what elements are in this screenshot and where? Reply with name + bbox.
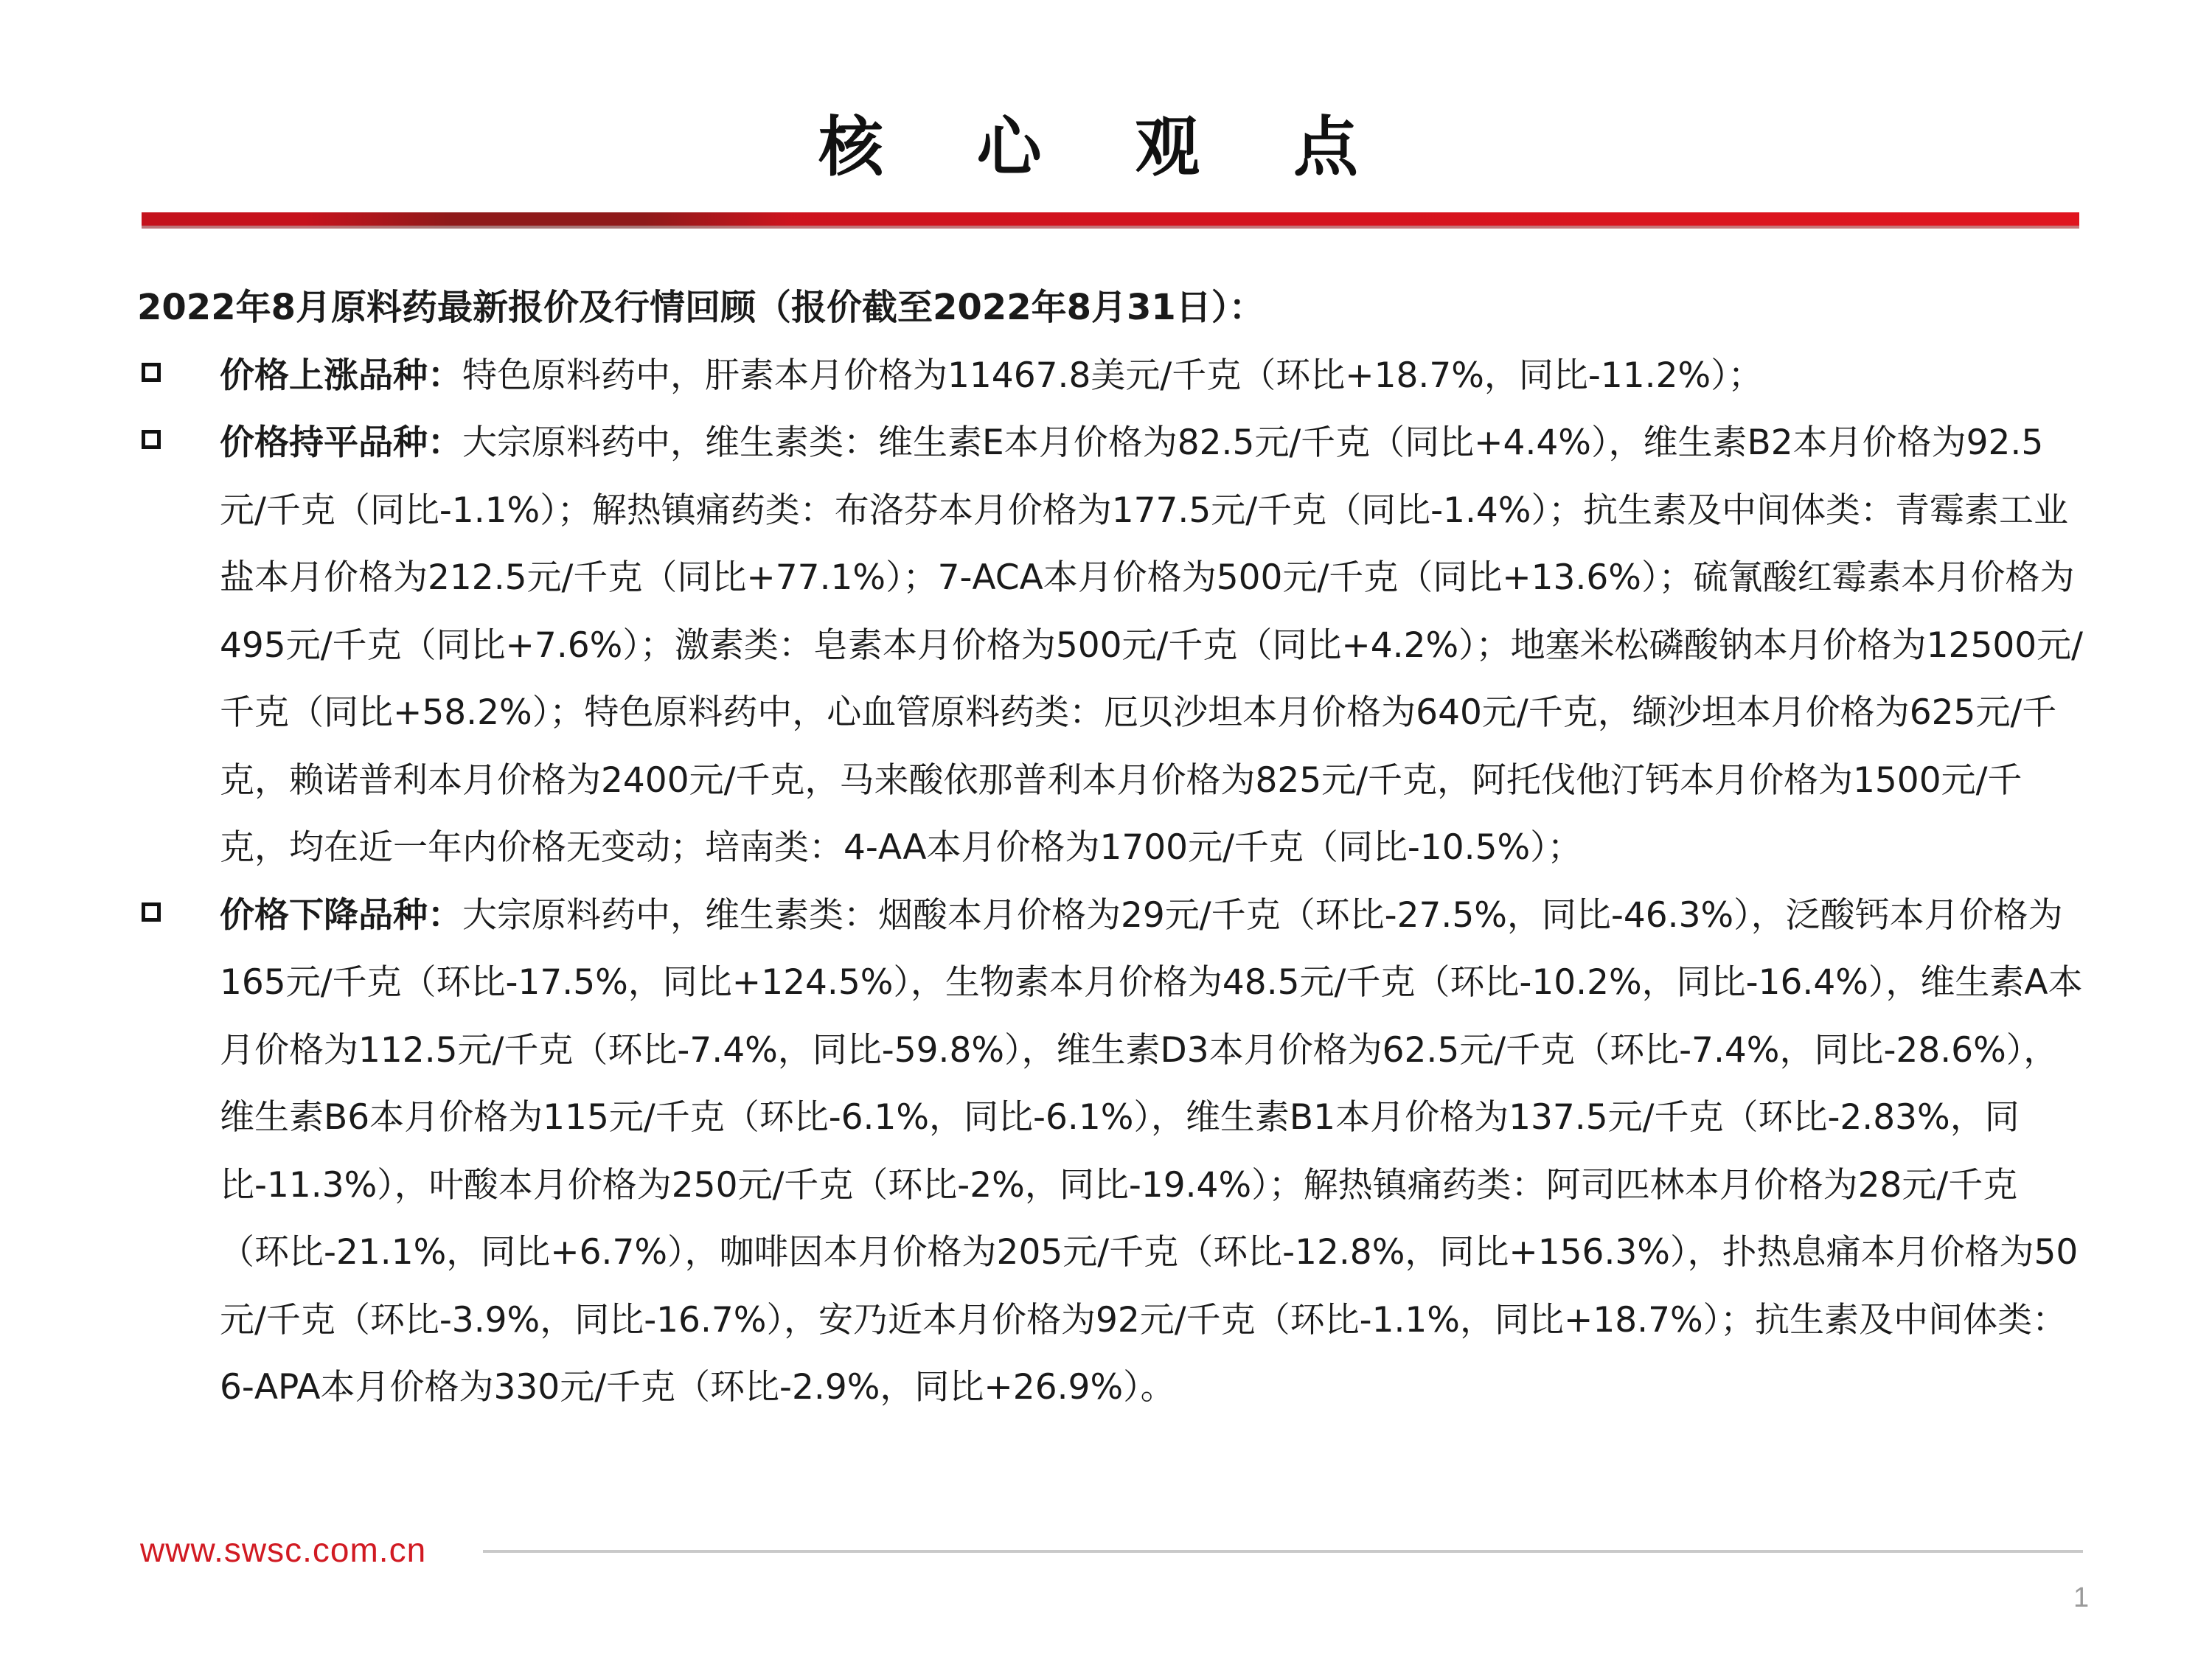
main-content	[137, 274, 2084, 1422]
item-label: 价格上涨品种：	[220, 355, 462, 396]
footer-divider	[483, 1550, 2083, 1553]
section-heading: 2022年8月原料药最新报价及行情回顾（报价截至2022年8月31日）：	[137, 287, 1265, 328]
item-text: 特色原料药中，肝素本月价格为11467.8美元/千克（环比+18.7%，同比-11.2%）；	[462, 355, 1763, 396]
list-item-price-flat	[137, 409, 2084, 882]
square-bullet-icon	[142, 902, 161, 922]
title-divider-bar	[142, 212, 2079, 229]
square-bullet-icon	[142, 363, 161, 382]
list-item-price-rise	[137, 342, 2084, 410]
page-title: 核 心 观 点	[818, 109, 1394, 185]
square-bullet-icon	[142, 430, 161, 449]
divider-shadow	[142, 226, 2079, 229]
list-item-price-fall	[137, 882, 2084, 1422]
item-text: 大宗原料药中，维生素类：维生素E本月价格为82.5元/千克（同比+4.4%），维生素B2本月价格为92.5元/千克（同比-1.1%）；解热镇痛药类：布洛芬本月价格为177.5元/千克（同比-1.4%）；抗生素及中间体类：青霉素工业盐本月价格为212.5元/千克（同比+77.1%）；7-ACA本月价格为500元/千克（同比+13.6%）；硫氰酸红霉素本月价格为495元/千克（同比+7.6%）；激素类：皂素本月价格为500元/千克（同比+4.2%）；地塞米松磷酸钠本月价格为12500元/千克（同比+58.2%）；特色原料药中，心血管原料药类：厄贝沙坦本月价格为640元/千克，缬沙坦本月价格为625元/千克，赖诺普利本月价格为2400元/千克，马来酸依那普利本月价格为825元/千克，阿托伐他汀钙本月价格为1500元/千克，均在近一年内价格无变动；培南类：4-AA本月价格为1700元/千克（同比-10.5%）；	[220, 422, 2084, 868]
item-label: 价格持平品种：	[220, 422, 462, 463]
footer-website-link[interactable]: www.swsc.com.cn	[140, 1531, 427, 1569]
page-number: 1	[2073, 1582, 2090, 1613]
item-label: 价格下降品种：	[220, 894, 462, 936]
item-text: 大宗原料药中，维生素类：烟酸本月价格为29元/千克（环比-27.5%，同比-46.3%），泛酸钙本月价格为165元/千克（环比-17.5%，同比+124.5%），生物素本月价格为48.5元/千克（环比-10.2%，同比-16.4%），维生素A本月价格为112.5元/千克（环比-7.4%，同比-59.8%），维生素D3本月价格为62.5元/千克（环比-7.4%，同比-28.6%），维生素B6本月价格为115元/千克（环比-6.1%，同比-6.1%），维生素B1本月价格为137.5元/千克（环比-2.83%，同比-11.3%），叶酸本月价格为250元/千克（环比-2%，同比-19.4%）；解热镇痛药类：阿司匹林本月价格为28元/千克（环比-21.1%，同比+6.7%），咖啡因本月价格为205元/千克（环比-12.8%，同比+156.3%），扑热息痛本月价格为50元/千克（环比-3.9%，同比-16.7%），安乃近本月价格为92元/千克（环比-1.1%，同比+18.7%）；抗生素及中间体类：6-APA本月价格为330元/千克（环比-2.9%，同比+26.9%）。	[220, 894, 2083, 1408]
